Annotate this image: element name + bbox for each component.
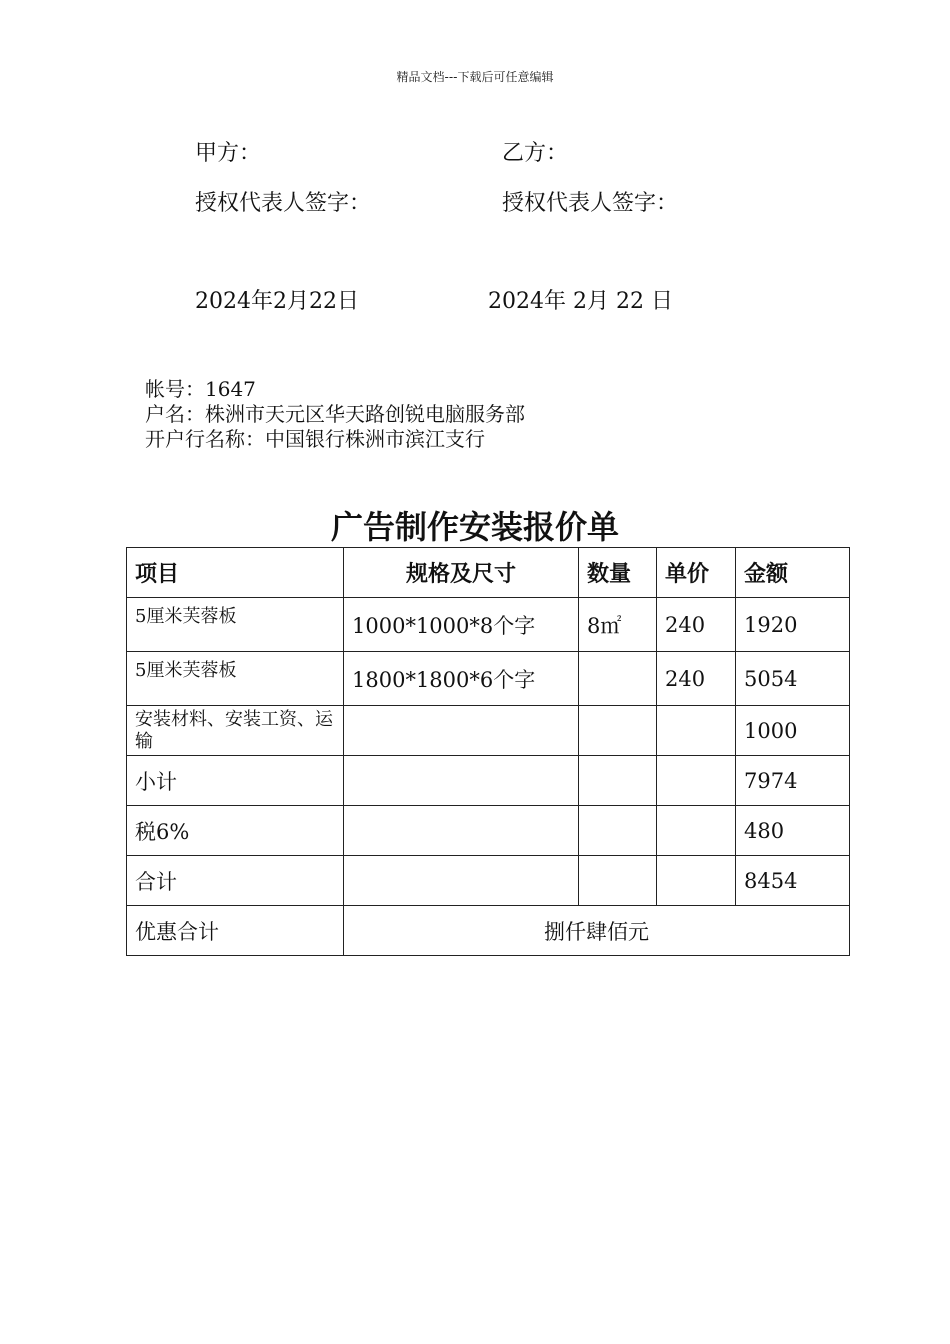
item-cell: 安装材料、安装工资、运输 bbox=[127, 706, 344, 756]
table-row bbox=[127, 652, 850, 706]
header-amount: 金额 bbox=[736, 548, 850, 598]
price-cell bbox=[657, 806, 736, 856]
discount-value: 捌仟肆佰元 bbox=[344, 906, 850, 956]
table-row bbox=[127, 856, 850, 906]
table-row bbox=[127, 806, 850, 856]
party-a-date: 2024年2月22日 bbox=[195, 289, 359, 314]
item-cell: 合计 bbox=[127, 856, 344, 906]
price-cell bbox=[657, 856, 736, 906]
price-cell bbox=[657, 756, 736, 806]
quote-title: 广告制作安装报价单 bbox=[330, 508, 619, 546]
qty-cell bbox=[579, 706, 657, 756]
amount-cell: 1000 bbox=[736, 706, 850, 756]
table-row bbox=[127, 598, 850, 652]
header-item: 项目 bbox=[127, 548, 344, 598]
amount-cell: 8454 bbox=[736, 856, 850, 906]
price-cell: 240 bbox=[657, 598, 736, 652]
party-b-label: 乙方： bbox=[502, 141, 569, 166]
bank-account: 帐号：1647 bbox=[145, 377, 256, 401]
price-cell: 240 bbox=[657, 652, 736, 706]
table-row bbox=[127, 706, 850, 756]
qty-cell bbox=[579, 652, 657, 706]
amount-cell: 1920 bbox=[736, 598, 850, 652]
party-a-label: 甲方： bbox=[195, 141, 262, 166]
quote-table bbox=[126, 547, 850, 956]
spec-cell: 1800*1800*6个字 bbox=[344, 652, 579, 706]
bank-branch-name: 开户行名称：中国银行株洲市滨江支行 bbox=[145, 427, 485, 451]
bank-account-name: 户名：株洲市天元区华天路创锐电脑服务部 bbox=[145, 402, 525, 426]
party-a-signature-label: 授权代表人签字： bbox=[195, 191, 372, 216]
party-b-signature-label: 授权代表人签字： bbox=[502, 191, 679, 216]
discount-label: 优惠合计 bbox=[127, 906, 344, 956]
qty-cell bbox=[579, 806, 657, 856]
table-row bbox=[127, 756, 850, 806]
item-cell: 5厘米芙蓉板 bbox=[127, 652, 344, 706]
table-header-row bbox=[127, 548, 850, 598]
page-header-note: 精品文档---下载后可任意编辑 bbox=[396, 70, 554, 84]
qty-cell bbox=[579, 856, 657, 906]
amount-cell: 7974 bbox=[736, 756, 850, 806]
amount-cell: 480 bbox=[736, 806, 850, 856]
party-b-date: 2024年 2月 22 日 bbox=[488, 289, 673, 314]
price-cell bbox=[657, 706, 736, 756]
discount-row bbox=[127, 906, 850, 956]
spec-cell bbox=[344, 756, 579, 806]
spec-cell bbox=[344, 856, 579, 906]
item-cell: 小计 bbox=[127, 756, 344, 806]
spec-cell bbox=[344, 706, 579, 756]
header-spec: 规格及尺寸 bbox=[344, 548, 579, 598]
qty-cell bbox=[579, 756, 657, 806]
spec-cell bbox=[344, 806, 579, 856]
item-cell: 税6% bbox=[127, 806, 344, 856]
header-qty: 数量 bbox=[579, 548, 657, 598]
item-cell: 5厘米芙蓉板 bbox=[127, 598, 344, 652]
amount-cell: 5054 bbox=[736, 652, 850, 706]
qty-cell: 8㎡ bbox=[579, 598, 657, 652]
spec-cell: 1000*1000*8个字 bbox=[344, 598, 579, 652]
header-price: 单价 bbox=[657, 548, 736, 598]
